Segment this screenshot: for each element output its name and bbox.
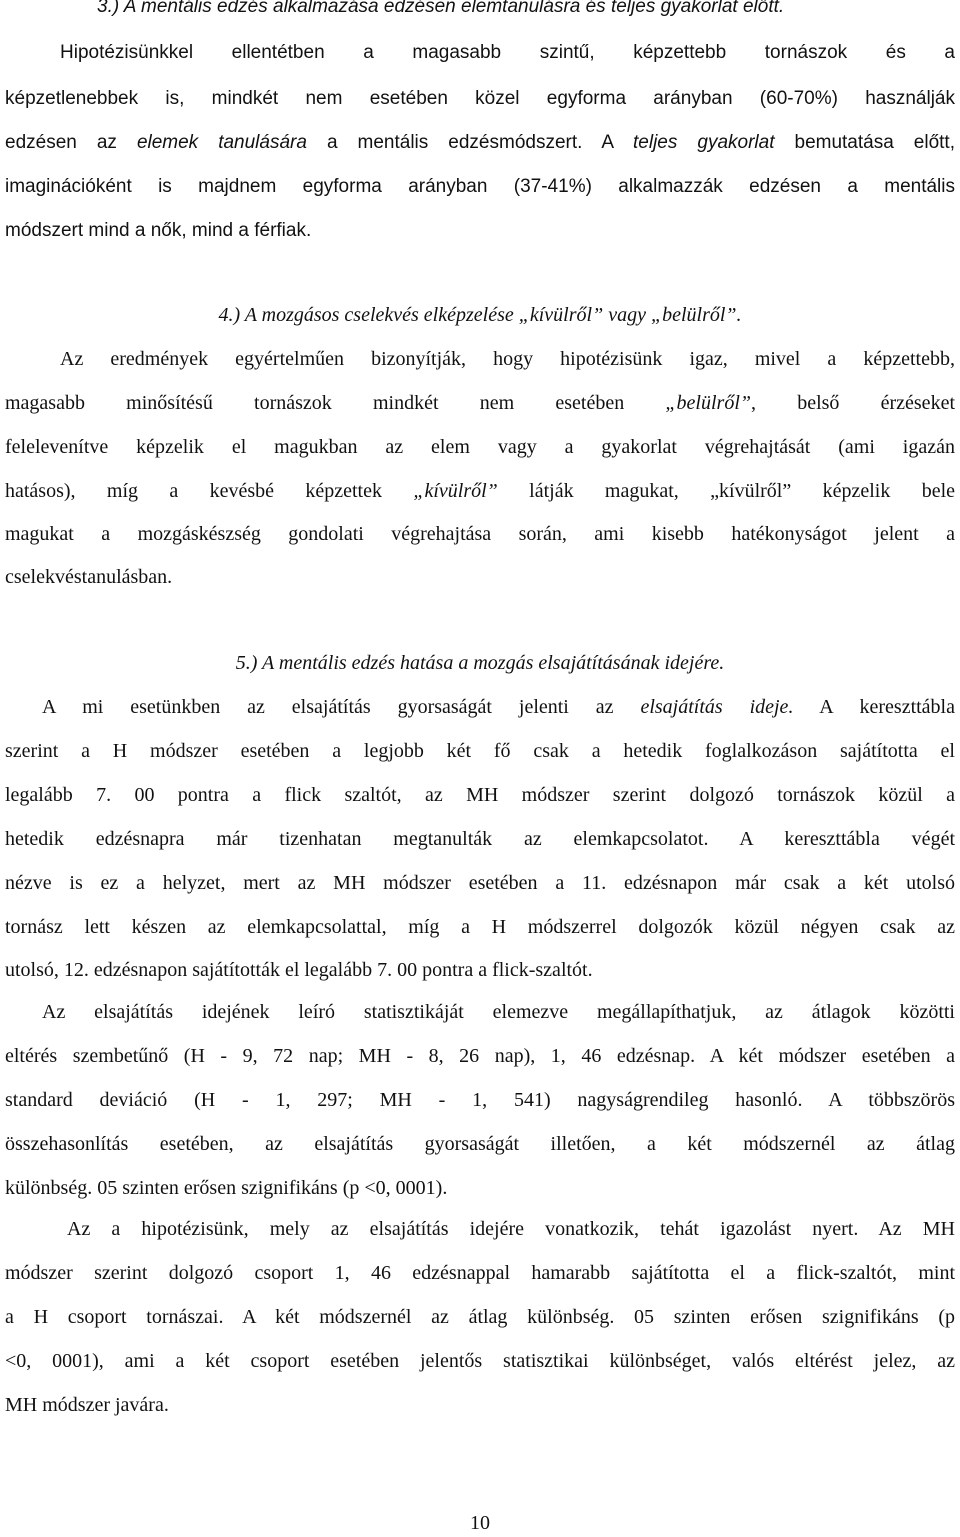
- s5-p3-line-1: Az a hipotézisünk, mely az elsajátítás idejére vonatkozik, tehát igazolást nyert. Az MH: [67, 1218, 955, 1240]
- s5-p1-line-3: legalább 7. 00 pontra a flick szaltót, az MH módszer szerint dolgozó tornászok közül a: [5, 784, 955, 806]
- s5-p1-line-6: tornász lett készen az elemkapcsolattal, míg a H módszerrel dolgozók közül négyen csak az: [5, 916, 955, 938]
- section-4-heading: 4.) A mozgásos cselekvés elképzelése „kívülről” vagy „belülről”.: [218, 304, 742, 326]
- s4-line-3: felelevenítve képzelik el magukban az elem vagy a gyakorlat végrehajtását (ami igazán: [5, 436, 955, 458]
- s4-line-2: magasabb minősítésű tornászok mindkét nem esetében „belülről”, belső érzéseket: [5, 392, 955, 414]
- s3-line-5: módszert mind a nők, mind a férfiak.: [5, 220, 312, 241]
- s5-p2-line-1: Az elsajátítás idejének leíró statisztikáját elemezve megállapíthatjuk, az átlagok közötti: [42, 1001, 955, 1023]
- s4-line-5: magukat a mozgáskészség gondolati végrehajtása során, ami kisebb hatékonyságot jelent a: [5, 523, 955, 545]
- s5-p1-line-7: utolsó, 12. edzésnapon sajátították el legalább 7. 00 pontra a flick-szaltót.: [5, 959, 593, 981]
- s5-p1-line-4: hetedik edzésnapra már tizenhatan megtanulták az elemkapcsolatot. A kereszttábla végét: [5, 828, 955, 850]
- s5-p2-line-5: különbség. 05 szinten erősen szignifikáns (p <0, 0001).: [5, 1177, 448, 1199]
- s3-line-4: imaginációként is majdnem egyforma arányban (37-41%) alkalmazzák edzésen a mentális: [5, 176, 955, 197]
- s3-line-1: Hipotézisünkkel ellentétben a magasabb szintű, képzettebb tornászok és a: [60, 42, 955, 63]
- section-3-heading: 3.) A mentális edzés alkalmazása edzésen elemtanulásra és teljes gyakorlat előtt.: [97, 0, 785, 17]
- s5-p2-line-3: standard deviáció (H - 1, 297; MH - 1, 541) nagyságrendileg hasonló. A többszörös: [5, 1089, 955, 1111]
- s4-line-6: cselekvéstanulásban.: [5, 566, 173, 588]
- s5-p2-line-2: eltérés szembetűnő (H - 9, 72 nap; MH - 8, 26 nap), 1, 46 edzésnap. A két módszer esetében a: [5, 1045, 955, 1067]
- section-5-heading: 5.) A mentális edzés hatása a mozgás elsajátításának idejére.: [235, 652, 725, 674]
- s5-p1-line-5: nézve is ez a helyzet, mert az MH módszer esetében a 11. edzésnapon már csak a két utolsó: [5, 872, 955, 894]
- s5-p2-line-4: összehasonlítás esetében, az elsajátítás gyorsaságát illetően, a két módszernél az átlag: [5, 1133, 955, 1155]
- page-number: 10: [470, 1512, 490, 1534]
- s5-p3-line-4: <0, 0001), ami a két csoport esetében jelentős statisztikai különbséget, valós eltérést jelez, az: [5, 1350, 955, 1372]
- s4-line-4: hatásos), míg a kevésbé képzettek „kívülről” látják magukat, „kívülről” képzelik bele: [5, 480, 956, 502]
- s3-line-2: képzetlenebbek is, mindkét nem esetében közel egyforma arányban (60-70%) használják: [5, 88, 955, 109]
- s3-line-3: edzésen az elemek tanulására a mentális edzésmódszert. A teljes gyakorlat bemutatása előtt,: [5, 132, 955, 153]
- s5-p1-line-2: szerint a H módszer esetében a legjobb két fő csak a hetedik foglalkozáson sajátította el: [5, 740, 955, 762]
- s5-p3-line-2: módszer szerint dolgozó csoport 1, 46 edzésnappal hamarabb sajátította el a flick-szaltót, mint: [5, 1262, 955, 1284]
- s5-p3-line-3: a H csoport tornászai. A két módszernél az átlag különbség. 05 szinten erősen szignifikáns (p: [5, 1306, 955, 1328]
- s4-line-1: Az eredmények egyértelműen bizonyítják, hogy hipotézisünk igaz, mivel a képzettebb,: [60, 348, 955, 370]
- s5-p3-line-5: MH módszer javára.: [5, 1394, 169, 1416]
- s5-p1-line-1: A mi esetünkben az elsajátítás gyorsaságát jelenti az elsajátítás ideje. A kereszttábla: [42, 696, 955, 718]
